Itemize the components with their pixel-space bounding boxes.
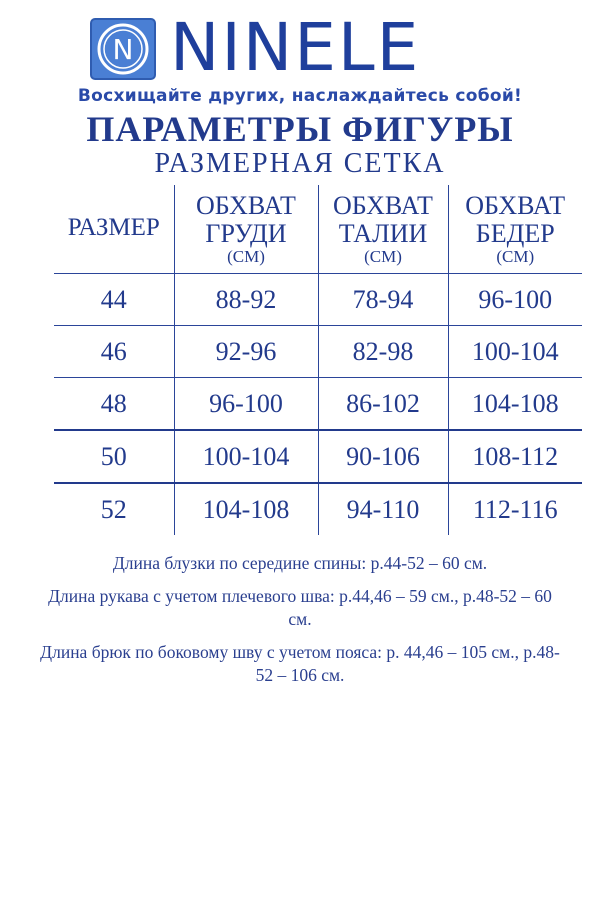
page-title: ПАРАМЕТРЫ ФИГУРЫ: [86, 109, 514, 149]
table-header-row: [54, 185, 582, 274]
cell-chest: 100-104: [174, 430, 318, 483]
header-hips-line1: ОБХВАТ: [465, 191, 566, 220]
note-trousers-length: Длина брюк по боковому шву с учетом пояса: р. 44,46 – 105 см., р.48-52 – 106 см.: [40, 642, 560, 685]
cell-waist: 78-94: [318, 274, 448, 326]
header-waist-line2: ТАЛИИ: [338, 219, 428, 248]
note-sleeve-length: Длина рукава с учетом плечевого шва: р.44,46 – 59 см., р.48-52 – 60 см.: [48, 586, 552, 629]
cell-size: 46: [100, 336, 127, 366]
table-row: [54, 326, 582, 378]
size-chart-table: [54, 185, 582, 535]
table-row: [54, 378, 582, 431]
cell-size: 52: [100, 494, 127, 524]
header-chest-unit: (СМ): [227, 247, 265, 266]
header-waist: [318, 185, 448, 274]
header-hips-line2: БЕДЕР: [475, 219, 555, 248]
cell-hips: 96-100: [448, 274, 582, 326]
brand-tagline: Восхищайте других, наслаждайтесь собой!: [77, 86, 523, 106]
header-chest-line1: ОБХВАТ: [196, 191, 296, 220]
cell-hips: 112-116: [448, 483, 582, 535]
header-hips-unit: (СМ): [496, 247, 535, 266]
table-row: [54, 483, 582, 535]
brand-header: [0, 9, 600, 110]
header-size: [54, 185, 174, 274]
cell-waist: 82-98: [318, 326, 448, 378]
header-waist-unit: (СМ): [364, 247, 402, 266]
logo-letter: N: [112, 33, 134, 66]
cell-chest: 92-96: [174, 326, 318, 378]
cell-hips: 104-108: [448, 378, 582, 431]
ninele-logo-icon: [90, 18, 156, 80]
header-chest: [174, 185, 318, 274]
brand-name: NINELE: [170, 9, 421, 86]
cell-hips: 100-104: [448, 326, 582, 378]
cell-waist: 90-106: [318, 430, 448, 483]
cell-chest: 104-108: [174, 483, 318, 535]
header-waist-line1: ОБХВАТ: [333, 191, 433, 220]
cell-hips: 108-112: [448, 430, 582, 483]
cell-size: 50: [100, 441, 127, 471]
table-row: [54, 430, 582, 483]
cell-waist: 94-110: [318, 483, 448, 535]
cell-waist: 86-102: [318, 378, 448, 431]
header-chest-line2: ГРУДИ: [205, 219, 287, 248]
table-row: [54, 274, 582, 326]
measurement-notes: [40, 552, 560, 697]
cell-chest: 96-100: [174, 378, 318, 431]
header-hips: [448, 185, 582, 274]
note-blouse-length: Длина блузки по середине спины: р.44-52 – 60 см.: [112, 553, 488, 573]
cell-chest: 88-92: [174, 274, 318, 326]
cell-size: 48: [100, 388, 127, 418]
cell-size: 44: [100, 284, 127, 314]
page-subtitle: РАЗМЕРНАЯ СЕТКА: [154, 148, 446, 179]
header-size-label: РАЗМЕР: [67, 213, 160, 241]
